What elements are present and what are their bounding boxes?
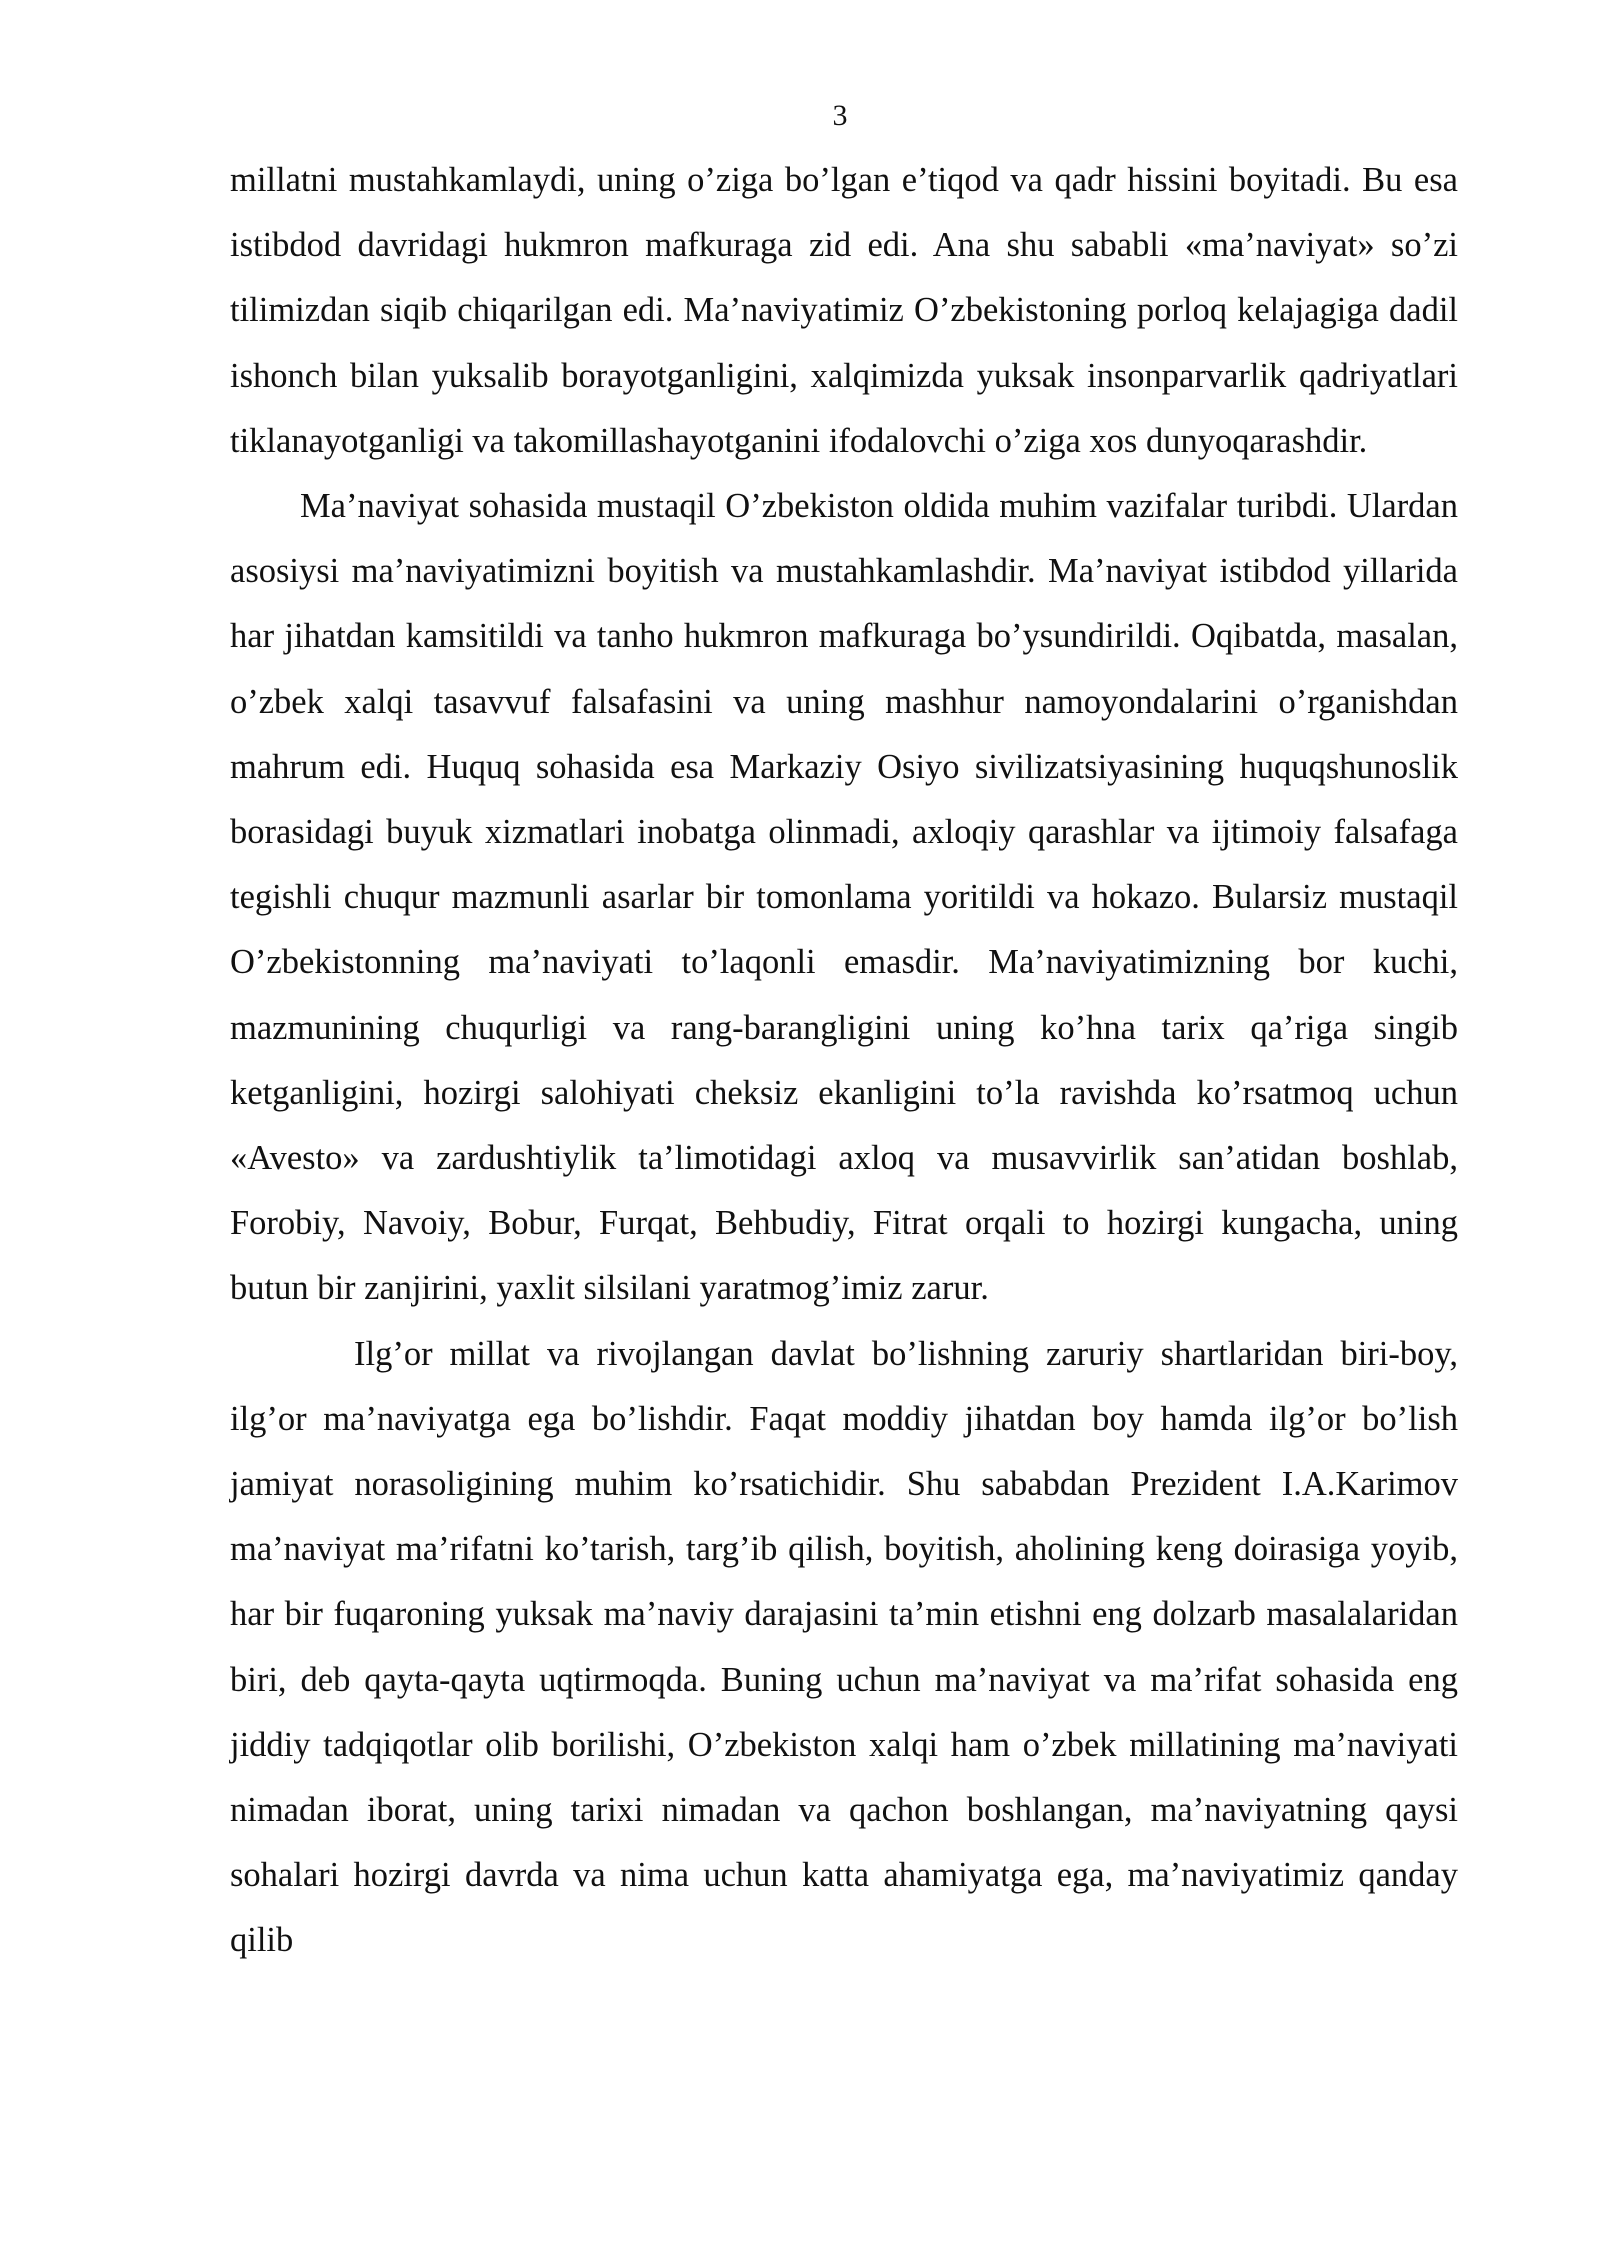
body-text: [230, 148, 1458, 1974]
paragraph-1: millatni mustahkamlaydi, uning o’ziga bo’lgan e’tiqod va qadr hissini boyitadi. Bu esa istibdod davridagi hukmron mafkuraga zid edi. Ana shu sababli «ma’naviyat» so’zi tilimizdan siqib chiqarilgan edi. Ma’naviyatimiz O’zbekistoning porloq kelajagiga dadil ishonch bilan yuksalib borayotganligini, xalqimizda yuksak insonparvarlik qadriyatlari tiklanayotganligi va takomillashayotganini ifodalovchi o’ziga xos dunyoqarashdir.: [230, 161, 1458, 460]
page-number: 3: [832, 99, 848, 132]
paragraph-3: Ilg’or millat va rivojlangan davlat bo’lishning zaruriy shartlaridan biri-boy, ilg’or ma’naviyatga ega bo’lishdir. Faqat moddiy jihatdan boy hamda ilg’or bo’lish jamiyat norasoligining muhim ko’rsatichidir. Shu sababdan Prezident I.A.Karimov ma’naviyat ma’rifatni ko’tarish, targ’ib qilish, boyitish, aholining keng doirasiga yoyib, har bir fuqaroning yuksak ma’naviy darajasini ta’min etishni eng dolzarb masalalaridan biri, deb qayta-qayta uqtirmoqda. Buning uchun ma’naviyat va ma’rifat sohasida eng jiddiy tadqiqotlar olib borilishi, O’zbekiston xalqi ham o’zbek millatining ma’naviyati nimadan iborat, uning tarixi nimadan va qachon boshlangan, ma’naviyatning qaysi sohalari hozirgi davrda va nima uchun katta ahamiyatga ega, ma’naviyatimiz qanday qilib: [230, 1334, 1458, 1960]
paragraph-2: Ma’naviyat sohasida mustaqil O’zbekiston oldida muhim vazifalar turibdi. Ulardan asosiysi ma’naviyatimizni boyitish va mustahkamlashdir. Ma’naviyat istibdod yillarida har jihatdan kamsitildi va tanho hukmron mafkuraga bo’ysundirildi. Oqibatda, masalan, o’zbek xalqi tasavvuf falsafasini va uning mashhur namoyondalarini o’rganishdan mahrum edi. Huquq sohasida esa Markaziy Osiyo sivilizatsiyasining huquqshunoslik borasidagi buyuk xizmatlari inobatga olinmadi, axloqiy qarashlar va ijtimoiy falsafaga tegishli chuqur mazmunli asarlar bir tomonlama yoritildi va hokazo. Bularsiz mustaqil O’zbekistonning ma’naviyati to’laqonli emasdir. Ma’naviyatimizning bor kuchi, mazmunining chuqurligi va rang-barangligini uning ko’hna tarix qa’riga singib ketganligini, hozirgi salohiyati cheksiz ekanligini to’la ravishda ko’rsatmoq uchun «Avesto» va zardushtiylik ta’limotidagi axloq va musavvirlik san’atidan boshlab, Forobiy, Navoiy, Bobur, Furqat, Behbudiy, Fitrat orqali to hozirgi kungacha, uning butun bir zanjirini, yaxlit silsilani yaratmog’imiz zarur.: [230, 487, 1458, 1308]
